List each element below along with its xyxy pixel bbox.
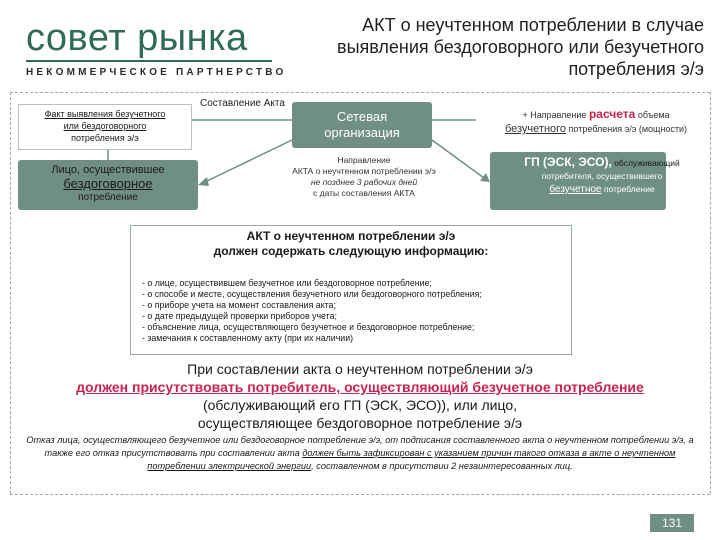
person-box <box>18 160 198 210</box>
list-item: - объяснение лица, осуществляющего безучетное и бездоговорное потребление; <box>142 322 482 333</box>
refusal-underlined: должен быть зафиксирован с указанием причин такого отказа в акте о неучтенном потреблении электрической энергии <box>147 448 676 471</box>
refusal-part2: , составленном в присутствии 2 незаинтересованных лиц. <box>311 461 573 471</box>
list-item: - о лице, осуществившем безучетное или бездоговорное потребление; <box>142 278 482 289</box>
arrowhead-gp <box>480 173 490 182</box>
arrowhead-person <box>198 177 209 186</box>
logo-subtitle: НЕКОММЕРЧЕСКОЕ ПАРТНЕРСТВО <box>26 67 287 78</box>
calc-prefix: + Направление <box>522 110 587 120</box>
info-title <box>130 229 572 259</box>
direction-line2: АКТА о неучтенном потреблении э/э <box>292 166 436 176</box>
person-line3: потребление <box>78 192 138 203</box>
main-line4: осуществляющее бездоговорное потребление э/э <box>197 415 523 431</box>
page-title: АКТ о неучтенном потреблении в случае выявления бездоговорного или безучетного потребления э/э <box>337 15 704 79</box>
gp-tail: потребление <box>603 184 655 194</box>
main-statement <box>20 360 700 432</box>
info-title-line2: должен содержать следующую информацию: <box>213 244 489 258</box>
list-item: - о способе и месте, осуществления безучетного или бездоговорного потребления; <box>142 289 482 300</box>
fact-line2: или бездоговорного <box>63 121 147 131</box>
fact-box <box>18 104 192 150</box>
logo-title: совет рынка <box>26 17 248 59</box>
bottom-divider <box>10 494 710 495</box>
calculation-note <box>476 107 716 136</box>
act-compile-label: Составление Акта <box>200 98 285 109</box>
list-item: - о дате предыдущей проверки приборов учета; <box>142 311 482 322</box>
list-item: - о приборе учета на момент составления акта; <box>142 300 482 311</box>
direction-text <box>264 155 464 199</box>
calc-red: расчета <box>588 107 636 121</box>
gp-text <box>490 156 714 196</box>
refusal-note <box>20 434 700 473</box>
main-line3: (обслуживающий его ГП (ЭСК, ЭСО)), или лицо, <box>202 397 518 413</box>
direction-line1: Направление <box>337 155 391 165</box>
net-line2: организация <box>324 125 400 140</box>
person-line2: бездоговорное <box>63 176 153 191</box>
main-line1: При составлении акта о неучтенном потреблении э/э <box>187 361 533 377</box>
person-line1: Лицо, осуществившее <box>51 164 165 176</box>
info-title-line1: АКТ о неучтенном потреблении э/э <box>246 229 456 243</box>
network-org-box <box>292 102 432 148</box>
fact-line3: потребления э/э <box>71 133 139 143</box>
gp-head-tail: обслуживающий <box>614 158 680 168</box>
fact-line1: Факт выявления безучетного <box>44 109 166 119</box>
net-line1: Сетевая <box>336 109 388 124</box>
gp-line2: потребителя, осуществившего <box>541 171 663 181</box>
gp-underlined: безучетное <box>549 184 602 195</box>
page-number: 131 <box>650 514 694 532</box>
direction-line4: с даты составления АКТА <box>313 188 415 198</box>
direction-line3 <box>264 177 464 188</box>
main-line2: должен присутствовать потребитель, осуществляющий безучетное потребление <box>76 379 644 395</box>
calc-underlined: безучетного <box>504 123 567 135</box>
calc-suffix: объема <box>637 110 670 120</box>
info-list <box>142 278 482 344</box>
gp-head: ГП (ЭСК, ЭСО), <box>524 155 612 169</box>
calc-tail: потребления э/э (мощности) <box>568 124 688 134</box>
direction-deadline: не позднее 3 рабочих дней <box>310 177 418 187</box>
refusal-part1: Отказ лица, осуществляющего безучетное или бездоговорное потребление э/э, от подписания составленного акта о неучтенном потреблении э/э, а также его отказ присутствовать при составлении акта <box>26 435 694 458</box>
list-item: - замечания к составленному акту (при их наличии) <box>142 333 482 344</box>
